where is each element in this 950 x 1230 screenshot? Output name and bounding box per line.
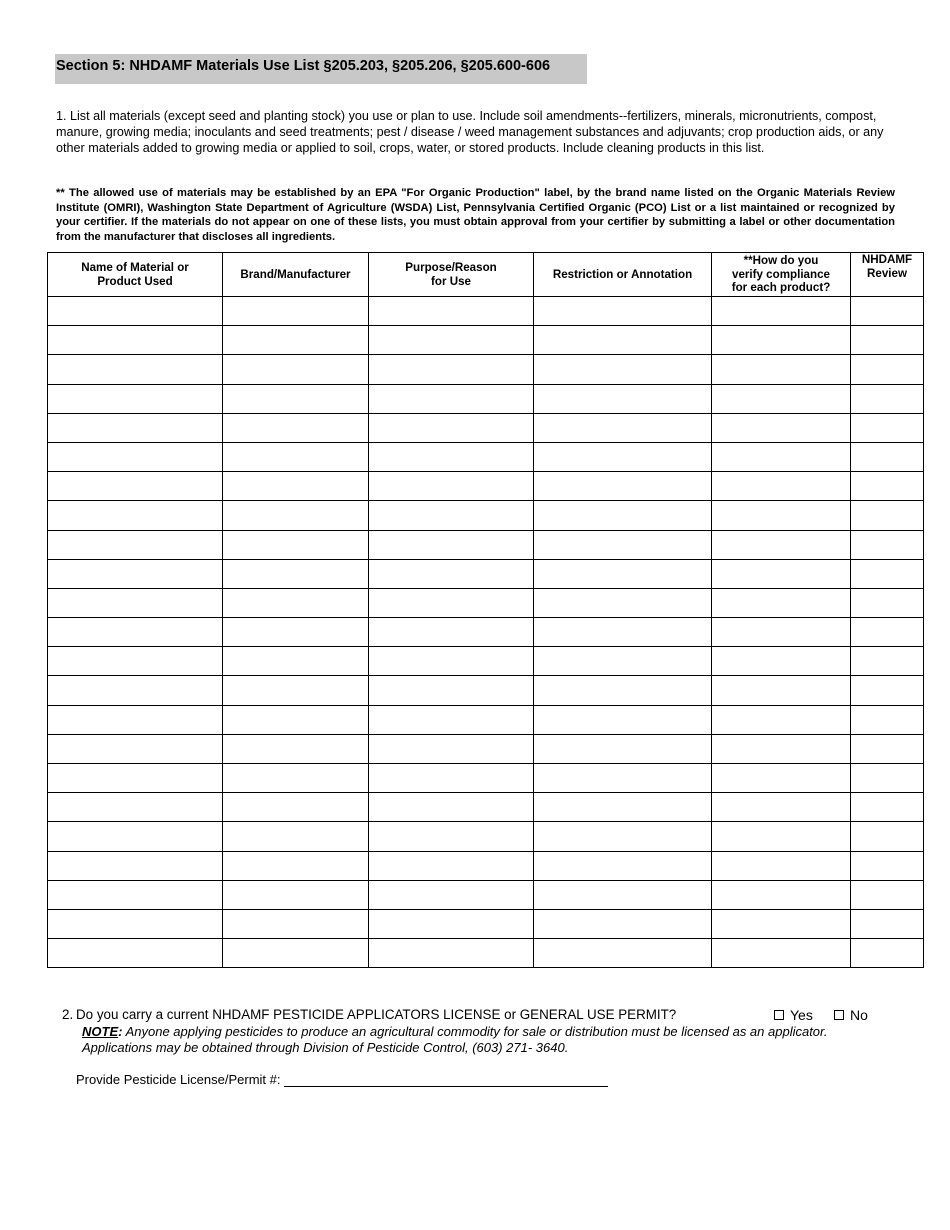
- table-cell[interactable]: [369, 501, 534, 530]
- table-cell[interactable]: [712, 559, 851, 588]
- table-cell[interactable]: [534, 559, 712, 588]
- table-cell[interactable]: [712, 472, 851, 501]
- table-cell[interactable]: [369, 764, 534, 793]
- table-cell[interactable]: [369, 705, 534, 734]
- header-verify-compliance: **How do you verify compliance for each product?: [712, 253, 851, 297]
- table-cell[interactable]: [369, 355, 534, 384]
- table-cell[interactable]: [369, 559, 534, 588]
- table-cell[interactable]: [48, 588, 223, 617]
- table-cell[interactable]: [534, 822, 712, 851]
- license-permit-label: Provide Pesticide License/Permit #:: [76, 1072, 281, 1087]
- table-cell[interactable]: [534, 384, 712, 413]
- note-text: Anyone applying pesticides to produce an agricultural commodity for sale or distribution must be licensed as an applicator. Applications may be obtained through Division of Pesticide Control, (603) 271- 3640.: [82, 1024, 828, 1055]
- table-cell[interactable]: [851, 472, 924, 501]
- table-cell[interactable]: [851, 297, 924, 326]
- table-cell[interactable]: [534, 297, 712, 326]
- table-cell[interactable]: [48, 880, 223, 909]
- table-cell[interactable]: [534, 530, 712, 559]
- header-purpose-reason: Purpose/Reason for Use: [369, 253, 534, 297]
- table-cell[interactable]: [851, 413, 924, 442]
- table-cell[interactable]: [369, 384, 534, 413]
- table-cell[interactable]: [48, 297, 223, 326]
- table-row: [48, 851, 924, 880]
- table-cell[interactable]: [712, 939, 851, 968]
- table-row: [48, 413, 924, 442]
- table-row: [48, 764, 924, 793]
- table-cell[interactable]: [223, 588, 369, 617]
- table-cell[interactable]: [223, 442, 369, 471]
- table-cell[interactable]: [369, 297, 534, 326]
- table-cell[interactable]: [534, 851, 712, 880]
- header-restriction-annotation: Restriction or Annotation: [534, 253, 712, 297]
- table-cell[interactable]: [712, 793, 851, 822]
- table-cell[interactable]: [712, 822, 851, 851]
- table-cell[interactable]: [534, 939, 712, 968]
- table-cell[interactable]: [851, 647, 924, 676]
- instructions-item-1: 1. List all materials (except seed and planting stock) you use or plan to use. Include soil amendments--fertilizers, minerals, micronutrients, compost, manure, growing media; inoculants and seed treatments; pest / disease / weed management substances and adjuvants; crop production aids, or any other materials added to growing media or applied to soil, crops, water, or stored products. Include cleaning products in this list.: [56, 109, 884, 155]
- license-permit-field: [76, 1072, 608, 1087]
- table-cell[interactable]: [223, 501, 369, 530]
- table-cell[interactable]: [48, 764, 223, 793]
- table-cell[interactable]: [369, 413, 534, 442]
- table-row: [48, 793, 924, 822]
- table-cell[interactable]: [223, 559, 369, 588]
- table-row: [48, 909, 924, 938]
- table-cell[interactable]: [48, 734, 223, 763]
- no-checkbox[interactable]: [834, 1010, 844, 1020]
- table-cell[interactable]: [534, 413, 712, 442]
- table-row: [48, 530, 924, 559]
- no-label: No: [850, 1007, 868, 1023]
- table-cell[interactable]: [712, 442, 851, 471]
- table-cell[interactable]: [851, 355, 924, 384]
- table-cell[interactable]: [48, 793, 223, 822]
- table-cell[interactable]: [223, 647, 369, 676]
- table-cell[interactable]: [712, 618, 851, 647]
- table-cell[interactable]: [851, 909, 924, 938]
- table-row: [48, 472, 924, 501]
- table-cell[interactable]: [851, 676, 924, 705]
- table-cell[interactable]: [712, 705, 851, 734]
- table-cell[interactable]: [223, 676, 369, 705]
- header-brand-manufacturer: Brand/Manufacturer: [223, 253, 369, 297]
- table-cell[interactable]: [223, 297, 369, 326]
- table-cell[interactable]: [369, 618, 534, 647]
- table-cell[interactable]: [369, 793, 534, 822]
- table-cell[interactable]: [851, 734, 924, 763]
- table-cell[interactable]: [712, 647, 851, 676]
- table-cell[interactable]: [851, 618, 924, 647]
- table-cell[interactable]: [851, 880, 924, 909]
- table-row: [48, 297, 924, 326]
- table-cell[interactable]: [851, 588, 924, 617]
- section-title: Section 5: NHDAMF Materials Use List §205.203, §205.206, §205.600-606: [55, 54, 587, 84]
- table-cell[interactable]: [369, 851, 534, 880]
- table-cell[interactable]: [534, 880, 712, 909]
- table-cell[interactable]: [223, 530, 369, 559]
- table-cell[interactable]: [223, 939, 369, 968]
- table-cell[interactable]: [223, 326, 369, 355]
- table-cell[interactable]: [712, 530, 851, 559]
- table-cell[interactable]: [851, 384, 924, 413]
- table-cell[interactable]: [48, 851, 223, 880]
- table-cell[interactable]: [851, 501, 924, 530]
- table-row: [48, 822, 924, 851]
- table-cell[interactable]: [48, 822, 223, 851]
- question-2: [62, 1006, 892, 1056]
- table-cell[interactable]: [369, 734, 534, 763]
- table-cell[interactable]: [48, 413, 223, 442]
- table-row: [48, 676, 924, 705]
- table-cell[interactable]: [369, 588, 534, 617]
- table-cell[interactable]: [534, 618, 712, 647]
- table-row: [48, 939, 924, 968]
- table-row: [48, 705, 924, 734]
- table-cell[interactable]: [223, 793, 369, 822]
- pesticide-license-note: [82, 1024, 842, 1056]
- table-cell[interactable]: [851, 939, 924, 968]
- table-row: [48, 559, 924, 588]
- table-cell[interactable]: [851, 705, 924, 734]
- table-cell[interactable]: [534, 734, 712, 763]
- table-cell[interactable]: [851, 326, 924, 355]
- table-cell[interactable]: [223, 384, 369, 413]
- table-cell[interactable]: [851, 530, 924, 559]
- table-row: [48, 442, 924, 471]
- question-2-number: 2.: [62, 1007, 74, 1022]
- table-cell[interactable]: [534, 909, 712, 938]
- table-cell[interactable]: [223, 618, 369, 647]
- table-cell[interactable]: [534, 355, 712, 384]
- allowed-materials-note: ** The allowed use of materials may be established by an EPA "For Organic Production" label, by the brand name listed on the Organic Materials Review Institute (OMRI), Washington State Department of Agriculture (WSDA) List, Pennsylvania Certified Organic (PCO) List or a list maintained or recognized by your certifier. If the materials do not appear on one of these lists, you must obtain approval from your certifier by submitting a label or other documentation from the manufacturer that discloses all ingredients.: [56, 187, 895, 243]
- table-cell[interactable]: [48, 384, 223, 413]
- table-cell[interactable]: [851, 793, 924, 822]
- table-cell[interactable]: [369, 676, 534, 705]
- table-cell[interactable]: [223, 851, 369, 880]
- table-cell[interactable]: [712, 413, 851, 442]
- table-cell[interactable]: [48, 647, 223, 676]
- table-cell[interactable]: [369, 647, 534, 676]
- table-cell[interactable]: [534, 501, 712, 530]
- table-cell[interactable]: [534, 764, 712, 793]
- table-cell[interactable]: [851, 851, 924, 880]
- table-cell[interactable]: [48, 559, 223, 588]
- table-cell[interactable]: [48, 442, 223, 471]
- table-cell[interactable]: [712, 764, 851, 793]
- table-cell[interactable]: [851, 822, 924, 851]
- table-cell[interactable]: [48, 618, 223, 647]
- table-cell[interactable]: [712, 384, 851, 413]
- table-row: [48, 734, 924, 763]
- table-row: [48, 355, 924, 384]
- table-header-row: [48, 253, 924, 297]
- table-cell[interactable]: [712, 880, 851, 909]
- no-option[interactable]: [834, 1006, 868, 1024]
- note-colon: :: [118, 1024, 123, 1039]
- table-cell[interactable]: [369, 939, 534, 968]
- table-cell[interactable]: [712, 326, 851, 355]
- table-cell[interactable]: [851, 764, 924, 793]
- table-cell[interactable]: [48, 501, 223, 530]
- table-cell[interactable]: [712, 297, 851, 326]
- table-cell[interactable]: [534, 705, 712, 734]
- table-cell[interactable]: [48, 355, 223, 384]
- table-cell[interactable]: [369, 326, 534, 355]
- table-cell[interactable]: [534, 676, 712, 705]
- table-cell[interactable]: [534, 442, 712, 471]
- table-cell[interactable]: [48, 472, 223, 501]
- table-cell[interactable]: [712, 355, 851, 384]
- table-cell[interactable]: [48, 909, 223, 938]
- table-row: [48, 588, 924, 617]
- table-cell[interactable]: [223, 472, 369, 501]
- table-cell[interactable]: [712, 501, 851, 530]
- header-nhdamf-review: NHDAMF Review: [851, 253, 924, 297]
- yes-option[interactable]: [774, 1006, 813, 1024]
- table-cell[interactable]: [534, 588, 712, 617]
- table-cell[interactable]: [223, 413, 369, 442]
- table-row: [48, 326, 924, 355]
- table-cell[interactable]: [223, 734, 369, 763]
- table-cell[interactable]: [712, 851, 851, 880]
- table-cell[interactable]: [369, 530, 534, 559]
- table-cell[interactable]: [223, 909, 369, 938]
- question-2-text: Do you carry a current NHDAMF PESTICIDE APPLICATORS LICENSE or GENERAL USE PERMIT?: [76, 1007, 677, 1022]
- header-material-name: Name of Material or Product Used: [48, 253, 223, 297]
- table-cell[interactable]: [223, 705, 369, 734]
- table-cell[interactable]: [48, 326, 223, 355]
- table-cell[interactable]: [223, 880, 369, 909]
- table-cell[interactable]: [223, 822, 369, 851]
- table-cell[interactable]: [534, 472, 712, 501]
- table-cell[interactable]: [223, 764, 369, 793]
- table-row: [48, 880, 924, 909]
- license-permit-input-line[interactable]: [284, 1072, 608, 1087]
- table-row: [48, 647, 924, 676]
- table-cell[interactable]: [48, 676, 223, 705]
- table-cell[interactable]: [712, 588, 851, 617]
- table-cell[interactable]: [48, 939, 223, 968]
- table-cell[interactable]: [369, 442, 534, 471]
- table-cell[interactable]: [851, 559, 924, 588]
- table-cell[interactable]: [712, 676, 851, 705]
- table-cell[interactable]: [369, 472, 534, 501]
- table-cell[interactable]: [712, 734, 851, 763]
- table-cell[interactable]: [369, 822, 534, 851]
- yes-checkbox[interactable]: [774, 1010, 784, 1020]
- table-cell[interactable]: [712, 909, 851, 938]
- materials-use-table: [47, 252, 924, 968]
- table-cell[interactable]: [369, 880, 534, 909]
- table-cell[interactable]: [369, 909, 534, 938]
- yes-label: Yes: [790, 1007, 813, 1023]
- table-row: [48, 501, 924, 530]
- table-row: [48, 384, 924, 413]
- note-label: NOTE: [82, 1024, 119, 1039]
- table-cell[interactable]: [534, 647, 712, 676]
- table-cell[interactable]: [534, 326, 712, 355]
- table-cell[interactable]: [48, 530, 223, 559]
- table-cell[interactable]: [223, 355, 369, 384]
- table-row: [48, 618, 924, 647]
- table-cell[interactable]: [534, 793, 712, 822]
- table-cell[interactable]: [851, 442, 924, 471]
- table-body: [48, 297, 924, 968]
- table-cell[interactable]: [48, 705, 223, 734]
